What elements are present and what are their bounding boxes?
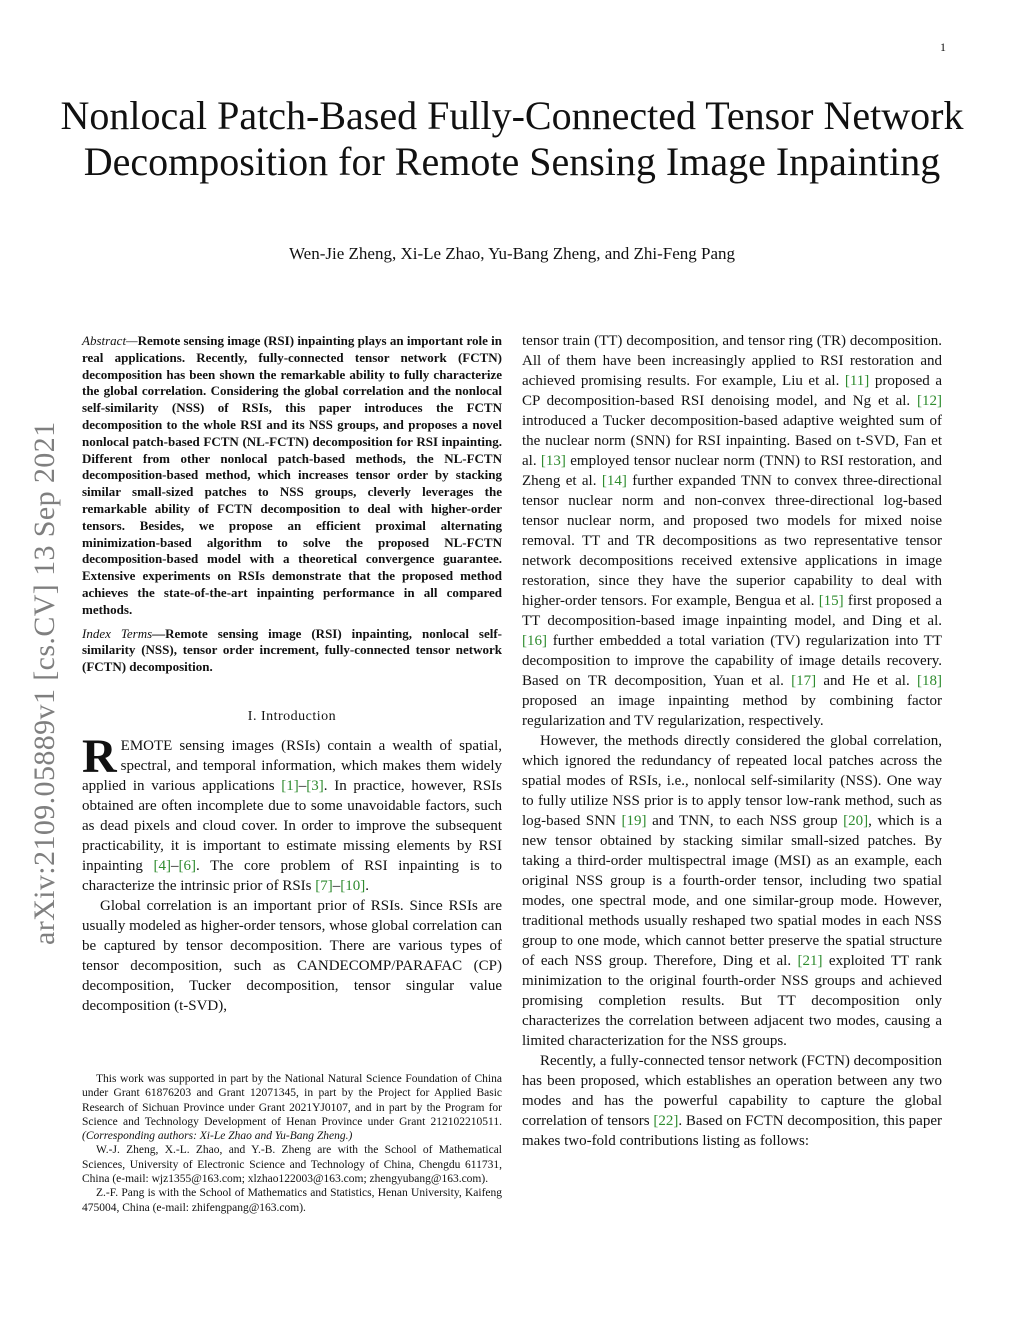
text-run: Recently, a fully-connected tensor network (FCTN) decomposition has been proposed, which establishes an operation between any two modes and has the powerful capability to capture the global correlation of tensors	[522, 1053, 942, 1129]
text-run: exploited TT rank minimization to the original fourth-order NSS groups and achieved promising completion results. But TT decomposition only characterizes the correlation between adjacent two modes, causing a limited characterization for the NSS groups.	[522, 953, 942, 1049]
text-run: further embedded a total variation (TV) regularization into TT decomposition to improve the capability of image details recovery. Based on TR decomposition, Yuan et al.	[522, 633, 942, 689]
index-terms-text: —Remote sensing image (RSI) inpainting, nonlocal self-similarity (NSS), tensor order increment, fully-connected tensor network (FCTN) decomposition.	[82, 625, 503, 675]
text-run: . In practice, however, RSIs obtained are often incomplete due to some unavoidable factors, such as dead pixels and cloud cover. In order to improve the subsequent practicability, it is important to estimate missing elements by RSI inpainting	[82, 777, 502, 874]
right-paragraph-1	[522, 331, 942, 731]
text-run: –	[170, 857, 179, 874]
right-column	[522, 331, 942, 1151]
citation-link[interactable]: [18]	[916, 673, 942, 689]
left-column	[82, 333, 502, 1016]
text-run: introduced a Tucker decomposition-based adaptive weighted sum of the nuclear norm (SNN) for RSI inpainting. Based on t-SVD, Fan et al.	[522, 413, 942, 469]
text-run: employed tensor nuclear norm (TNN) to RSI restoration, and Zheng et al.	[522, 453, 942, 489]
text-run: –	[332, 877, 341, 894]
citation-link[interactable]: [20]	[843, 813, 869, 829]
author-list: Wen-Jie Zheng, Xi-Le Zhao, Yu-Bang Zheng, and Zhi-Feng Pang	[288, 244, 736, 263]
citation-link[interactable]: [4]	[153, 857, 171, 874]
text-run: However, the methods directly considered the global correlation, which ignored the redundancy of repeated local patches across the spatial modes of RSIs, i.e., nonlocal self-similarity (NSS). One way to fully utilize NSS prior is to apply tensor low-rank method, such as log-based SNN	[522, 733, 942, 829]
abstract	[82, 333, 502, 619]
footnotes	[82, 1072, 502, 1215]
citation-link[interactable]: [14]	[601, 473, 627, 489]
index-terms-label: Index Terms	[82, 625, 153, 641]
citation-link[interactable]: [3]	[306, 777, 324, 794]
index-terms	[82, 626, 502, 676]
text-run: .	[365, 877, 369, 894]
text-run: and TNN, to each NSS group	[646, 813, 844, 829]
text-run: , which is a new tensor obtained by stacking similar small-sized patches. By taking a third-order multispectral image (MSI) as an example, each original NSS group is a fourth-order tensor, including two spatial modes, one spectral mode, and one similar-group mode. However, traditional methods usually reshaped two spatial modes in each NSS group to one mode, which cannot better preserve the spatial structure of each NSS group. Therefore, Ding et al.	[522, 813, 942, 969]
footnote-affiliation-2: Z.-F. Pang is with the School of Mathematics and Statistics, Henan University, Kaifeng 475004, China (e-mail: zhifengpang@163.com).	[82, 1187, 502, 1214]
citation-link[interactable]: [15]	[818, 593, 844, 609]
section-heading	[82, 709, 502, 725]
text-run: This work was supported in part by the National Natural Science Foundation of China under Grant 61876203 and Grant 12071345, in part by the Project for Applied Basic Research of Sichuan Province under Grant 2021YJ0107, and in part by the Program for Science and Technology Development of Henan Province under Grant 212102210511.	[82, 1073, 502, 1128]
citation-link[interactable]: [1]	[281, 777, 299, 794]
text-run: EMOTE sensing images (RSIs) contain a wealth of spatial, spectral, and temporal information, which makes them widely applied in various applications	[82, 737, 502, 794]
right-paragraph-3	[522, 1051, 942, 1151]
abstract-label: Abstract—	[82, 333, 138, 348]
section-number: I.	[247, 708, 257, 724]
paper-title: Nonlocal Patch-Based Fully-Connected Tensor Network Decomposition for Remote Sensing Image Inpainting	[60, 93, 964, 184]
text-run: further expanded TNN to convex three-directional tensor nuclear norm and non-convex three-directional log-based tensor nuclear norm, and proposed two models for mixed noise removal. TT and TR decompositions as two representative tensor network decompositions received extensive applications in image restoration, since they have the superior capability to deal with higher-order tensors. For example, Bengua et al.	[522, 473, 942, 609]
citation-link[interactable]: [17]	[791, 673, 817, 689]
citation-link[interactable]: [11]	[844, 373, 870, 389]
text-run: first proposed a TT decomposition-based image inpainting model, and Ding et al.	[522, 593, 942, 629]
text-run: . Based on FCTN decomposition, this paper makes two-fold contributions listing as follows:	[522, 1113, 942, 1149]
citation-link[interactable]: [13]	[540, 453, 566, 469]
citation-link[interactable]: [10]	[340, 877, 366, 894]
text-run: tensor train (TT) decomposition, and tensor ring (TR) decomposition. All of them have been increasingly applied to RSI restoration and achieved promising results. For example, Liu et al.	[522, 333, 942, 389]
footnote-affiliation-1: W.-J. Zheng, X.-L. Zhao, and Y.-B. Zheng are with the School of Mathematical Sciences, University of Electronic Science and Technology of China, Chengdu 611731, China (e-mail: wjz1355@163.com; xlzhao122003@163.com; zhengyubang@163.com).	[82, 1144, 502, 1186]
text-run: proposed a CP decomposition-based RSI denoising model, and Ng et al.	[522, 373, 942, 409]
citation-link[interactable]: [22]	[653, 1113, 679, 1129]
text-run: and He et al.	[816, 673, 917, 689]
right-paragraph-2	[522, 731, 942, 1051]
intro-paragraph-2: Global correlation is an important prior of RSIs. Since RSIs are usually modeled as higher-order tensors, whose global correlation can be captured by tensor decomposition. There are various types of tensor decomposition, such as CANDECOMP/PARAFAC (CP) decomposition, Tucker decomposition, tensor singular value decomposition (t-SVD),	[82, 897, 502, 1014]
citation-link[interactable]: [19]	[621, 813, 647, 829]
citation-link[interactable]: [6]	[178, 857, 196, 874]
section-title: Introduction	[260, 708, 337, 724]
text-run: –	[298, 777, 307, 794]
citation-link[interactable]: [16]	[522, 633, 547, 649]
page-number: 1	[940, 40, 946, 54]
text-run: . The core problem of RSI inpainting is to characterize the intrinsic prior of RSIs	[82, 857, 503, 894]
corresponding-authors: (Corresponding authors: Xi-Le Zhao and Yu-Bang Zheng.)	[82, 1130, 353, 1143]
citation-link[interactable]: [12]	[917, 393, 942, 409]
footnote-funding	[82, 1072, 502, 1143]
citation-link[interactable]: [7]	[315, 877, 333, 894]
text-run: proposed an image inpainting method by combining factor regularization and TV regularization, respectively.	[522, 693, 942, 729]
abstract-text: Remote sensing image (RSI) inpainting plays an important role in real applications. Recently, fully-connected tensor network (FCTN) decomposition has been shown the remarkable ability to fully characterize the global correlation. Considering the global correlation and the nonlocal self-similarity (NSS) of RSIs, this paper introduces the FCTN decomposition to the whole RSI and its NSS groups, and proposes a novel nonlocal patch-based FCTN (NL-FCTN) decomposition for RSI inpainting. Different from other nonlocal patch-based methods, the NL-FCTN decomposition-based method, which increases tensor order by stacking similar small-sized patches to NSS groups, cleverly leverages the remarkable ability of FCTN decomposition to deal with higher-order tensors. Besides, we propose an efficient proximal alternating minimization-based algorithm to solve the proposed NL-FCTN decomposition-based model with a theoretical convergence guarantee. Extensive experiments on RSIs demonstrate that the proposed method achieves the state-of-the-art inpainting performance in all compared methods.	[82, 333, 502, 617]
intro-paragraph-1	[82, 729, 503, 896]
drop-cap: R	[82, 729, 117, 783]
arxiv-stamp: arXiv:2109.05889v1 [cs.CV] 13 Sep 2021	[28, 421, 61, 945]
citation-link[interactable]: [21]	[797, 953, 823, 969]
